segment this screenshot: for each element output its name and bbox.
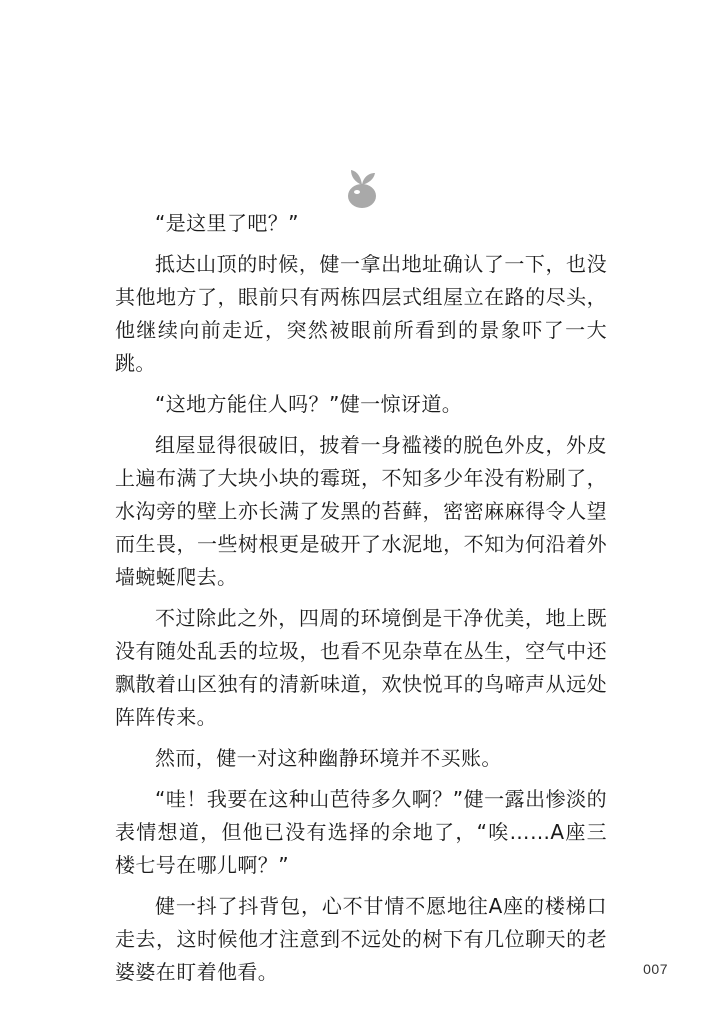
paragraph-5: 不过除此之外，四周的环境倒是干净优美，地上既没有随处乱丢的垃圾，也看不见杂草在丛生，空气中还飘散着山区独有的清新味道，欢快悦耳的鸟啼声从远处阵阵传来。 bbox=[115, 606, 607, 729]
paragraph-8: 健一抖了抖背包，心不甘情不愿地往A座的楼梯口走去，这时候他才注意到不远处的树下有几位聊天的老婆婆在盯着他看。 bbox=[115, 894, 607, 984]
paragraph-6: 然而，健一对这种幽静环境并不买账。 bbox=[155, 746, 502, 770]
page-number: 007 bbox=[643, 961, 668, 977]
paragraph-7: “哇！我要在这种山芭待多久啊？”健一露出惨淡的表情想道，但他已没有选择的余地了，“唉……A座三楼七号在哪儿啊？” bbox=[115, 787, 607, 877]
chapter-body-text bbox=[115, 207, 607, 997]
paragraph-3: “这地方能住人吗？”健一惊讶道。 bbox=[155, 392, 463, 416]
paragraph-1: “是这里了吧？” bbox=[155, 211, 299, 235]
seed-sprout-icon bbox=[340, 160, 384, 210]
paragraph-4: 组屋显得很破旧，披着一身褴褛的脱色外皮，外皮上遍布满了大块小块的霉斑，不知多少年没有粉刷了，水沟旁的壁上亦长满了发黑的苔藓，密密麻麻得令人望而生畏，一些树根更是破开了水泥地，不知为何沿着外墙蜿蜒爬去。 bbox=[115, 433, 607, 589]
paragraph-2: 抵达山顶的时候，健一拿出地址确认了一下，也没其他地方了，眼前只有两栋四层式组屋立在路的尽头，他继续向前走近，突然被眼前所看到的景象吓了一大跳。 bbox=[115, 252, 607, 375]
